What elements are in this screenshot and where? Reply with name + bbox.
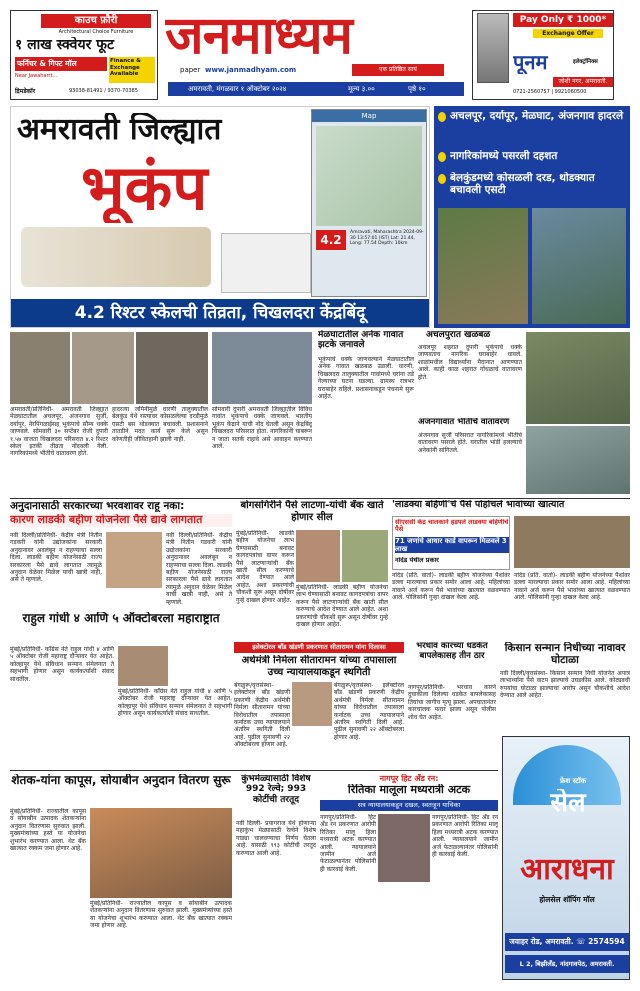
website-link[interactable]: www.janmadhyam.com: [205, 66, 297, 74]
bogus-title: बोगसगिरीने पैसे लाटणा-यांची बँक खाते होणार सील: [240, 500, 384, 523]
kumbh-body: नवी दिल्ली- प्रयागराज येथे होणाऱ्या महाकुंभ मेळ्यासाठी रेल्वेने विशेष गाड्या चालवण्याचा निर्णय घेतला आहे. यासाठी ९९३ कोटींची तरतूद करण्यात आली आहे.: [236, 820, 316, 857]
ad-sale: सेल: [550, 789, 586, 818]
ladkya-body-2: नांदेड (प्रति. वार्ता)- लाडकी बहीण योजनेच्या पैशांवर डल्ला मारल्याचा प्रकार समोर आला आहे. महिलांच्या नावाने अर्ज करून पैसे भावांच्या खात्यात वळवण्यात आले. पोलिसांनी गुन्हा दाखल केला आहे.: [514, 572, 630, 602]
bullet-text-3: बेलकुंडमध्ये कोसळली दरड, थोडक्यात बचावली एसटी: [450, 172, 595, 197]
seismograph-image: [221, 233, 311, 293]
bogus-story: [236, 500, 388, 640]
photo-landslide: [438, 208, 528, 324]
ad-address-2: L 2, बिझीलॅंड, नांदगावपेठ, अमरावती.: [505, 955, 629, 973]
photo-cm: [90, 808, 232, 898]
lead-headline: अमरावती जिल्ह्यात: [17, 113, 222, 147]
anjangaon-body: अंजनगाव सुर्जी परिसरात नागरिकांमध्ये भीतीचे वातावरण पसरले होते. घरातील भांडी हलल्याचे अनेकांनी सांगितले.: [418, 432, 522, 454]
ritika-title: रितिका मालूला मध्यरात्री अटक: [347, 784, 471, 796]
bullet-panel: [434, 106, 630, 328]
electoral-body-2: बंगळुरू/वृत्तसंस्था- इलेक्टोरल बाँड खंडणी प्रकरणी केंद्रीय अर्थमंत्री निर्मला सीतारामन यांच्या विरोधातील तपासाला कर्नाटक उच्च न्यायालयाने अंतरिम स्थगिती दिली आहे. पुढील सुनावणी २२ ऑक्टोबरला होणार आहे.: [334, 682, 404, 741]
melghat-story: [318, 330, 414, 496]
farmers-title: शेतक-यांना कापूस, सोयाबीन अनुदान वितरण सुरू: [11, 774, 231, 787]
ladkya-sub3: नांदेड येथील प्रकार: [395, 557, 439, 564]
dateline-city: अमरावती, मंगळवार १ ऑक्टोबर २०२४: [188, 85, 287, 93]
bharadhav-title: भरधाव कारच्या धडकेत बापलेकासह तीन ठार: [416, 642, 488, 661]
ad-brand-poonam: पूनम: [513, 51, 548, 74]
ad-finance-badge: Finance & Exchange Available: [109, 57, 155, 83]
bharadhav-body: नागपूर/प्रतिनिधी- भरधाव कारने दुचाकीला दिलेल्या धडकेत बापलेकासह तिघांचा जागीच मृत्यू झाला. अपघातानंतर कारचालक फरार झाला असून पोलीस शोध घेत आहेत.: [408, 684, 496, 721]
ad-fresh-stock: फ्रेश स्टॉक: [559, 777, 587, 785]
dateline-price: मूल्य ३.००: [348, 85, 375, 93]
photo-crowd: [526, 332, 630, 424]
bullet-3: [438, 172, 626, 204]
ad-headline: १ लाख स्क्वेयर फूट: [15, 37, 115, 53]
photo-crack-1: [10, 332, 70, 404]
ad-brand2: द्रिमडेकॉर: [15, 88, 36, 95]
rule: [10, 770, 498, 771]
map-screenshot: [311, 109, 427, 297]
bogus-body: मुंबई/प्रतिनिधी- लाडकी बहीण योजनेचा लाभ घेण्यासाठी बनावट कागदपत्रांचा वापर करून पैसे लाटणाऱ्यांची बँक खाती सील करण्याचे आदेश देण्यात आले आहेत. अशा प्रकरणांची चौकशी सुरू असून दोषींवर गुन्हे दाखल होणार आहेत.: [236, 530, 294, 604]
ad-phone-right: 0721-2560757 | 9921060500: [513, 89, 587, 95]
ritika-strap: सत्र न्यायालयाकडून दखल, स्वतःहून याचिका: [320, 800, 498, 811]
farmers-story: [10, 774, 232, 980]
ad-line2: फर्निचर & गिफ्ट मॉल: [15, 57, 107, 71]
achalpur-title: अचलपुरात खळबळ: [426, 330, 491, 340]
lead-strap: 4.2 रिश्टर स्केलची तिव्रता, चिखलदरा केंद्रबिंदू: [11, 299, 429, 327]
map-title: Map: [312, 110, 426, 122]
rule: [10, 498, 630, 499]
melghat-body: भूकंपाचे धक्के जाणवल्याने मेळघाटातील अनेक गावात खळबळ उडाली. धारणी, चिखलदरा तालुक्यातील गावांमध्ये घरांना तडे गेल्याच्या घटना घडल्या. ग्रामस्थ रात्रभर घराबाहेर राहिले. प्रशासनाकडून पंचनामे सुरू आहेत.: [318, 356, 414, 401]
photo-ritika: [378, 814, 430, 882]
kisan-body: नवी दिल्ली/वृत्तसंस्था- किसान सन्मान निधी योजनेत अपात्र लाभार्थ्यांना पैसे वाटप झाल्याचे उघडकीस आले. कोट्यवधी रुपयांचा घोटाळा झाल्याचा आरोप असून चौकशीचे आदेश देण्यात आले आहेत.: [500, 670, 630, 700]
ladkya-body: नांदेड (प्रति. वार्ता)- लाडकी बहीण योजनेच्या पैशांवर डल्ला मारल्याचा प्रकार समोर आला आहे. महिलांच्या नावाने अर्ज करून पैसे भावांच्या खात्यात वळवण्यात आले. पोलिसांनी गुन्हा दाखल केला आहे.: [392, 572, 510, 602]
electoral-title: अर्थमंत्री निर्मला सीतारामन यांच्या तपासाला उच्च न्यायालयाकडून स्थगिती: [241, 655, 397, 678]
ritika-story: [320, 774, 498, 980]
ad-address-1: जवाहर रोड, अमरावती. ☏ 2574594: [505, 933, 629, 951]
ritika-body-2: नागपूर/प्रतिनिधी- हिट अँड रन प्रकरणात आरोपी रितिका मालू हिला मध्यरात्री अटक करण्यात आली. न्यायालयाने जामीन अर्ज फेटाळल्यानंतर पोलिसांनी ही कारवाई केली.: [432, 814, 498, 859]
photo-bus: [532, 208, 626, 324]
rahul-title: राहुल गांधी ४ आणि ५ ऑक्टोबरला महाराष्ट्रात: [22, 612, 220, 625]
lead-body-3: सोमवारी दुपारी अमरावती जिल्ह्यातील विविध गावांत भूकंपाचे धक्के जाणवले. भारतीय भूकंप केंद्राने याची नोंद घेतली असून केंद्रबिंदू चिखलदरा परिसरात होता. नागरिकांनी घाबरून न जाता सतर्क राहावे असे आवाहन करण्यात आले.: [212, 406, 312, 451]
lead-headline-big: भूकंप: [81, 153, 208, 223]
ritika-kicker: नागपूर हिट अँड रन:: [379, 774, 439, 783]
farmers-body: मुंबई/प्रतिनिधी- राज्यातील कापूस व सोयाबीन उत्पादक शेतकऱ्यांना अनुदान वितरणास सुरुवात झाली. मुख्यमंत्र्यांच्या हस्ते या योजनेचा शुभारंभ करण्यात आला. थेट बँक खात्यात रक्कम जमा होणार आहे.: [10, 808, 86, 853]
ladkya-title: 'लाडक्या बहिणी'चे पैसे पोहोचले भावांच्या खात्यात: [392, 500, 565, 510]
dateline-bar: [168, 82, 464, 96]
lead-body-1: अमरावती/प्रतिनिधी- अमरावती जिल्ह्यात मेळघाटातील अचलपूर, अंजनगाव सुर्जी, दर्यापूर, नेरपिंगळाईसह भूकंपाचे सौम्य धक्के जाणवले. सोमवारी ३० सप्टेंबर रोजी दुपारी १.५७ वाजता चिखलदरा परिसरात ४.२ रिश्टर स्केल इतकी तीव्रता नोंदवली गेली. नागरिकांमध्ये भीतीचे वातावरण होते.: [10, 406, 108, 458]
ladkya-sub1: सीएससी केंद्र चालकाने हडपले लाडक्या बहिणीचे पैसे: [395, 519, 509, 534]
masthead-title: जनमाध्यम: [165, 8, 352, 64]
bullet-marker: [438, 152, 446, 162]
kisan-story: [500, 642, 630, 732]
paper-label: paper: [180, 66, 201, 74]
melghat-title: मेळघाटातील अनेक गावात झटके जनावले: [318, 330, 404, 351]
ladki-title: कारण लाडकी बहीण योजनेला पैसे द्यावे लागतात: [10, 514, 232, 527]
photo-gadkari: [106, 532, 162, 588]
photo-crack-2: [72, 332, 134, 404]
ad-furniture-left[interactable]: [10, 10, 158, 100]
dateline-pages: पृष्ठे १०: [408, 85, 426, 93]
ad-brand-aradhana: आराधना: [520, 853, 614, 887]
bullet-marker: [438, 174, 446, 184]
electoral-kicker: इलेक्टोरल बॉंड खंडणी प्रकरणात सीतारामन यांना दिलासा: [234, 642, 404, 653]
ladkya-sub2: 71 जणांचे आधार कार्ड वापरून मिळवले 3 लाख: [395, 537, 509, 553]
ad-phone: 93038-81491 / 9370-70385: [69, 88, 138, 94]
fridge-image: [477, 13, 509, 83]
lead-body-2: हादरत्या जमिनीमुळे धारणी तालुक्यातील बेलकुंड येथे रस्त्यावर कोसळलेल्या दरडीमुळे एसटी बस थोडक्यात बचावली. प्रशासनाने तातडीने मदत कार्य सुरू केले असून कोणतीही जीवितहानी झाली नाही.: [112, 406, 208, 443]
map-area: [316, 126, 422, 226]
ad-brand-sub: इलेक्ट्रॉनिक्स: [573, 59, 598, 65]
ladki-body: नवी दिल्ली/प्रतिनिधी- केंद्रीय मंत्री नितीन गडकरी यांनी उद्योजकांना सरकारी अनुदानावर अवलंबून न राहण्याचा सल्ला दिला. लाडकी बहीण योजनेसाठी राज्य सरकारला पैसे द्यावे लागतात त्यामुळे अनुदान वेळेवर मिळेल याची खात्री नाही, असे ते म्हणाले.: [10, 532, 102, 584]
kisan-title: किसान सन्मान निधीच्या नावावर घोटाळा: [504, 642, 626, 667]
masthead-tagline: एक प्रतिष्ठित सायं: [352, 64, 444, 76]
farmers-caption: मुंबई/प्रतिनिधी- राज्यातील कापूस व सोयाबीन उत्पादक शेतकऱ्यांना अनुदान वितरणास सुरुवात झाली. मुख्यमंत्र्यांच्या हस्ते या योजनेचा शुभारंभ करण्यात आला. थेट बँक खात्यात रक्कम जमा होणार आहे.: [90, 900, 232, 930]
photo-lady: [296, 530, 340, 582]
photo-cash: [342, 530, 388, 582]
ladkya-story: [392, 500, 630, 640]
kumbh-title: कुंभमेळ्यासाठी विशेष 992 रेल्वे; 993 कोटींची तरतूद: [241, 774, 311, 805]
photo-sitharaman: [292, 682, 332, 726]
bullet-text-2: नागरिकांमध्ये पसरली दहशत: [450, 150, 558, 162]
bullet-text-1: अचलपूर, दर्यापूर, मेळघाट, अंजनगाव हादरले: [450, 110, 624, 122]
photo-river: [526, 426, 630, 494]
achalpur-story: [418, 330, 522, 496]
electoral-body: बंगळुरू/वृत्तसंस्था- इलेक्टोरल बाँड खंडणी प्रकरणी केंद्रीय अर्थमंत्री निर्मला सीतारामन यांच्या विरोधातील तपासाला कर्नाटक उच्च न्यायालयाने अंतरिम स्थगिती दिली आहे. पुढील सुनावणी २२ ऑक्टोबरला होणार आहे.: [234, 682, 290, 749]
ad-address: Near Jawaharrt...: [15, 73, 58, 79]
lead-graphic: [10, 106, 430, 328]
bullet-marker: [438, 112, 446, 122]
bullet-2: [438, 150, 626, 170]
photo-crack-3: [136, 332, 208, 404]
ad-exchange: Exchange Offer: [533, 29, 603, 38]
photo-road: [212, 332, 312, 404]
ad-sub: होलसेल शॉपिंग मॉल: [539, 895, 595, 904]
ritika-body: नागपूर/प्रतिनिधी- हिट अँड रन प्रकरणात आरोपी रितिका मालू हिला मध्यरात्री अटक करण्यात आली. न्यायालयाने जामीन अर्ज फेटाळल्यानंतर पोलिसांनी ही कारवाई केली.: [320, 814, 376, 873]
ad-location: जोशी नगर, अमरावती.: [553, 77, 613, 87]
ad-aradhana[interactable]: [502, 736, 630, 980]
anjangaon-title: अंजनगावात भीतीचे वातावरण: [418, 418, 510, 427]
kumbh-story: [236, 774, 316, 980]
ad-subtitle: Architectural Choice Furniture: [58, 29, 134, 35]
bogus-body-2: मुंबई/प्रतिनिधी- लाडकी बहीण योजनेचा लाभ घेण्यासाठी बनावट कागदपत्रांचा वापर करून पैसे लाटणाऱ्यांची बँक खाती सील करण्याचे आदेश देण्यात आले आहेत. अशा प्रकरणांची चौकशी सुरू असून दोषींवर गुन्हे दाखल होणार आहेत.: [296, 584, 388, 629]
ad-brand: काउच फ़ौरी: [41, 14, 151, 28]
achalpur-body: अचलपूर शहरात दुपारी भूकंपाचे धक्के जाणवताच नागरिक घराबाहेर धावले. शाळांमधील विद्यार्थ्यांना मैदानात आणण्यात आले. काही काळ शहरात गोंधळाचे वातावरण होते.: [418, 344, 522, 381]
ad-offer: Pay Only ₹ 1000*: [513, 13, 613, 27]
electoral-story: [180, 642, 404, 750]
map-magnitude: 4.2: [316, 230, 346, 250]
cartoon-image: [21, 227, 211, 287]
ladkya-subbox: [392, 516, 510, 570]
bullet-1: [438, 110, 626, 150]
photo-money: [514, 516, 630, 568]
map-caption: Amravati, Maharashtra 2024-09-30 13:57:01 (IST) Lat: 21.44, Long: 77.54 Depth: 10km: [350, 230, 424, 246]
ladki-story: [10, 500, 232, 610]
ladki-kicker: अनुदानासाठी सरकारच्या भरवशावर राहू नका:: [10, 500, 185, 512]
rahul-body: मुंबई/प्रतिनिधी- काँग्रेस नेते राहुल गांधी ४ आणि ५ ऑक्टोबर रोजी महाराष्ट्र दौऱ्यावर येत आहेत. कोल्हापूर येथे संविधान सन्मान संमेलनात ते सहभागी होणार असून कार्यकर्त्यांशी संवाद साधतील.: [10, 646, 114, 683]
rahul-body-2: मुंबई/प्रतिनिधी- काँग्रेस नेते राहुल गांधी ४ आणि ५ ऑक्टोबर रोजी महाराष्ट्र दौऱ्यावर येत आहेत. कोल्हापूर येथे संविधान सन्मान संमेलनात ते सहभागी होणार असून कार्यकर्त्यांशी संवाद साधतील.: [118, 688, 232, 718]
bharadhav-story: [408, 642, 496, 768]
ladki-body-2: नवी दिल्ली/प्रतिनिधी- केंद्रीय मंत्री नितीन गडकरी यांनी उद्योजकांना सरकारी अनुदानावर अवलंबून न राहण्याचा सल्ला दिला. लाडकी बहीण योजनेसाठी राज्य सरकारला पैसे द्यावे लागतात त्यामुळे अनुदान वेळेवर मिळेल याची खात्री नाही, असे ते म्हणाले.: [166, 532, 232, 606]
ad-poonam-right[interactable]: [472, 10, 614, 100]
photo-rahul: [118, 646, 168, 686]
